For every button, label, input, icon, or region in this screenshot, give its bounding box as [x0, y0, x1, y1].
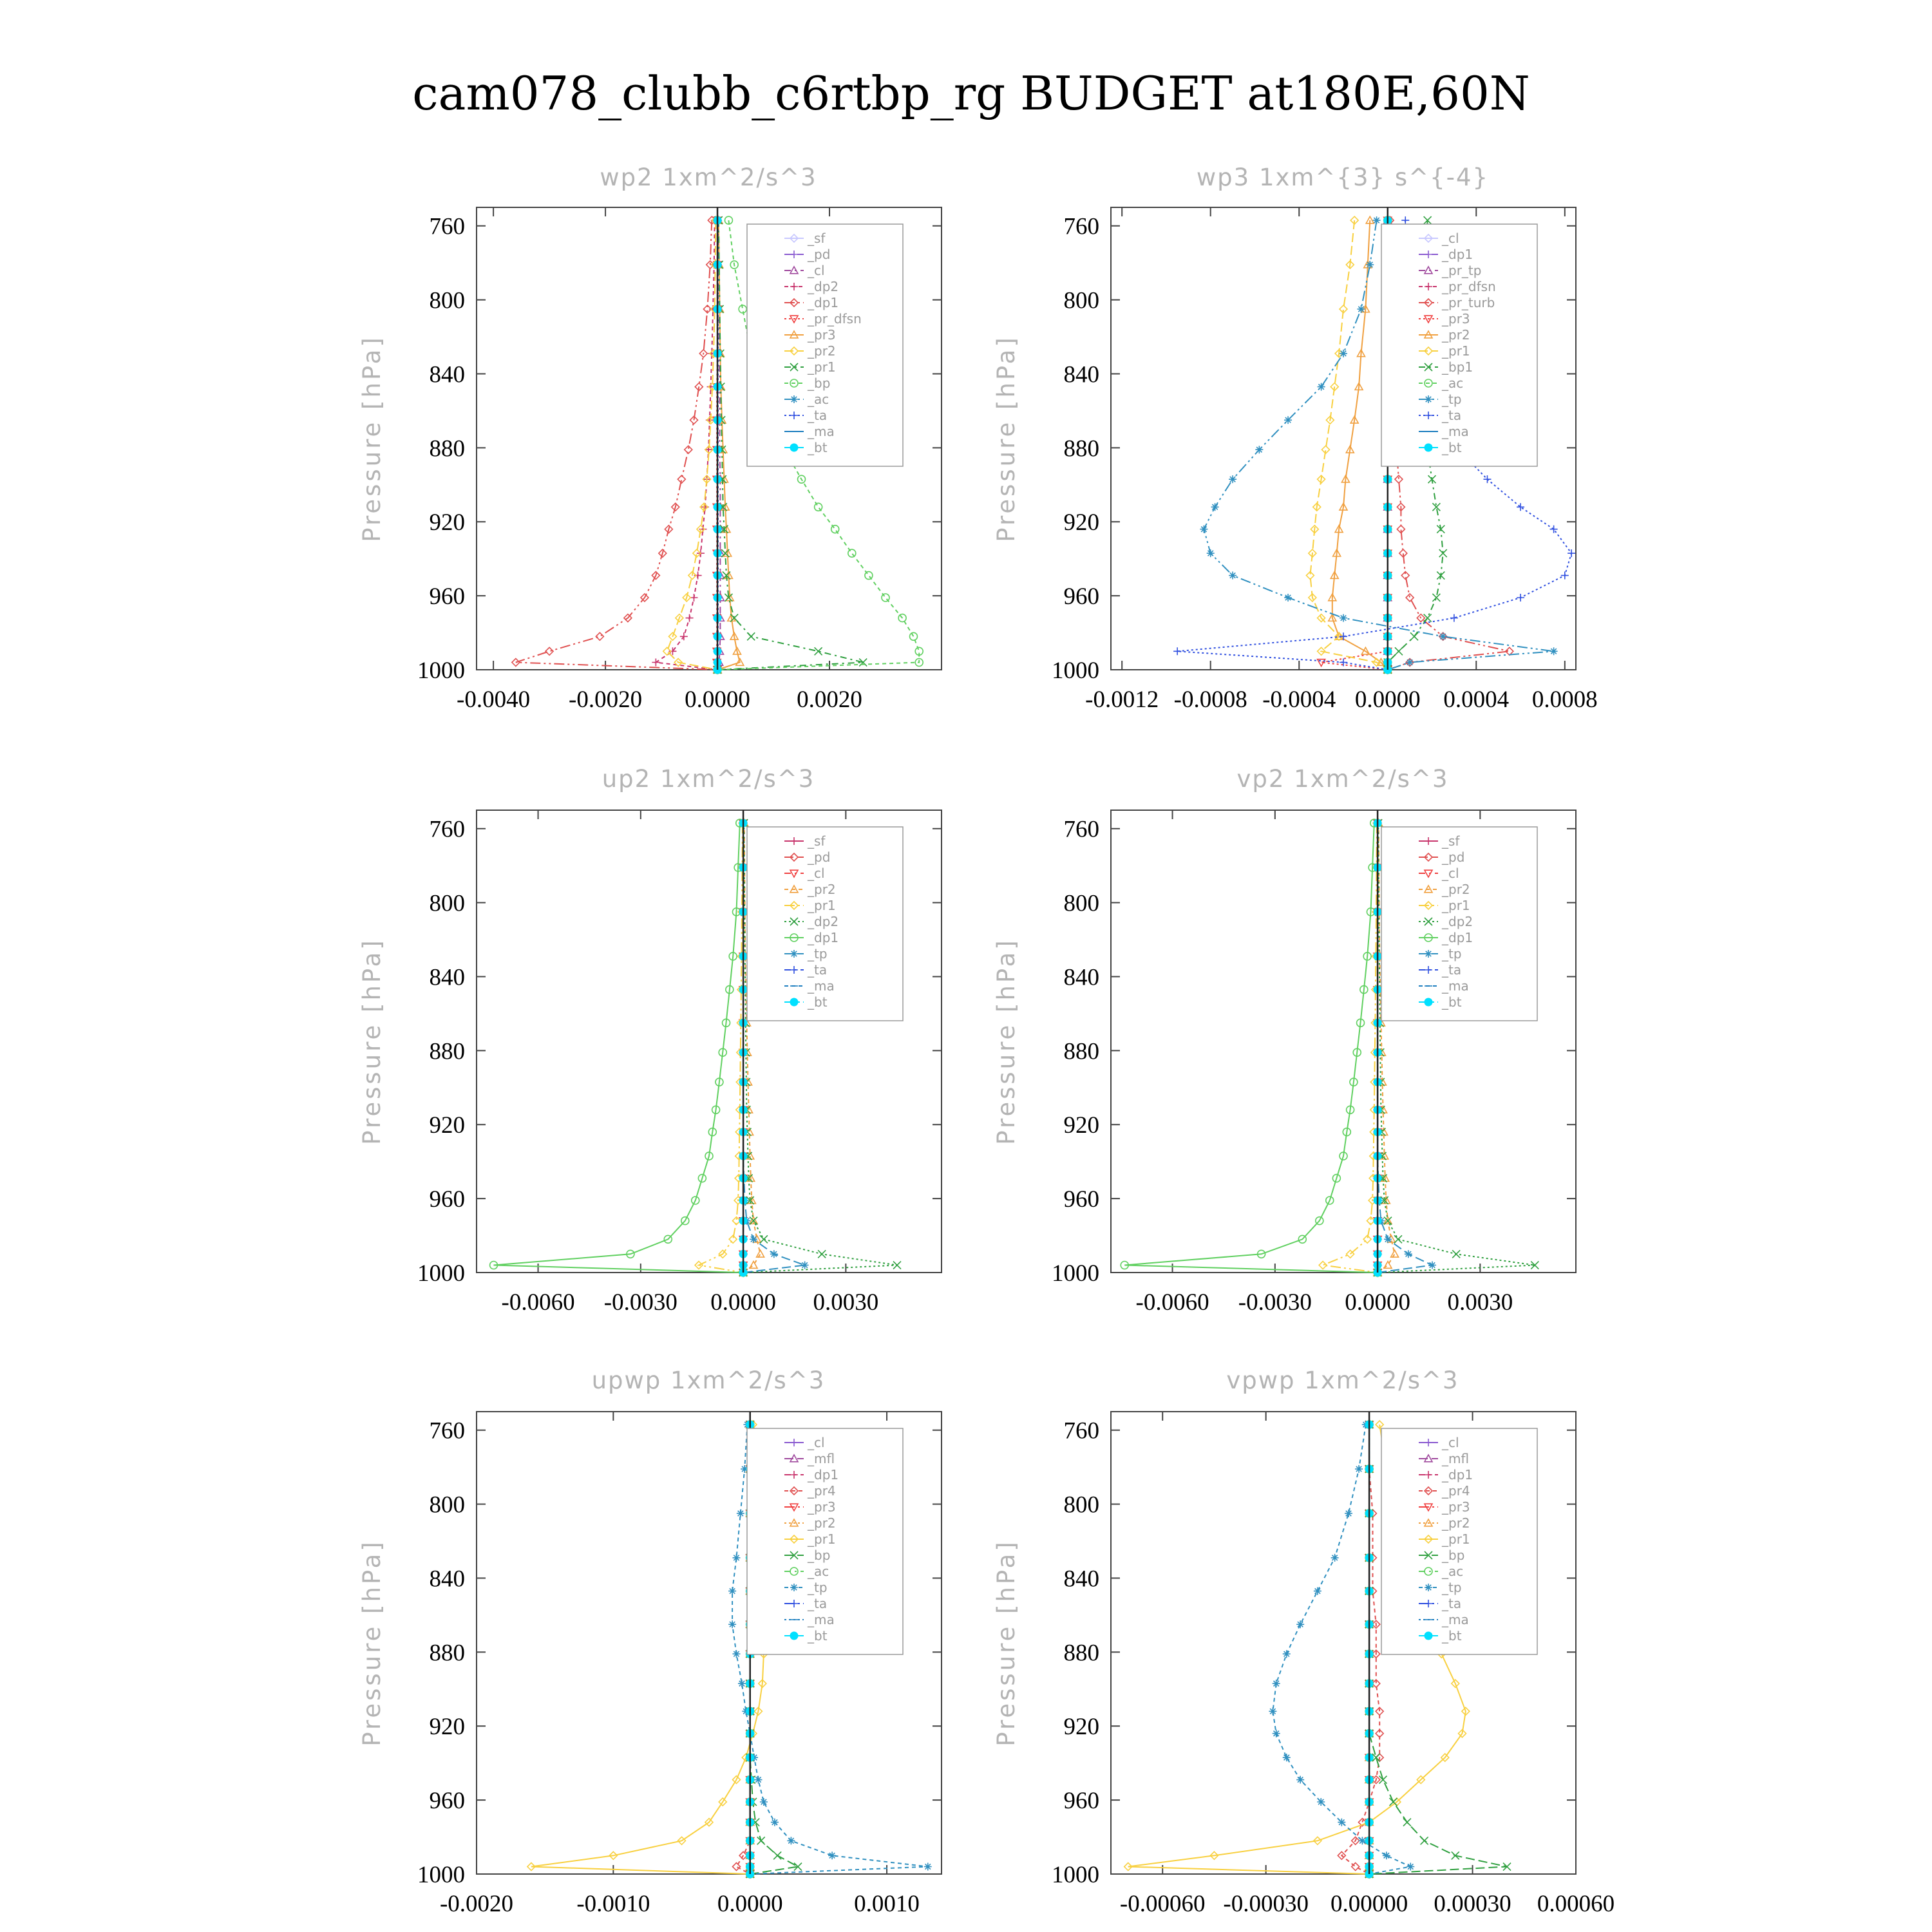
data-point — [1384, 1235, 1392, 1243]
x-tick-label: -0.0030 — [603, 1289, 677, 1316]
data-point — [728, 1587, 736, 1595]
legend-label: _tp — [808, 1580, 828, 1595]
legend-marker — [790, 998, 798, 1006]
x-tick-label: 0.0020 — [797, 687, 862, 713]
legend-label: _pr4 — [808, 1483, 836, 1499]
legend-label: _bt — [808, 994, 828, 1010]
panel-title: up2 1xm^2/s^3 — [601, 765, 815, 793]
x-tick-label: -0.0008 — [1173, 687, 1247, 713]
y-tick-label: 800 — [1063, 1492, 1099, 1519]
legend-label: _tp — [1442, 1580, 1462, 1595]
legend-label: _sf — [808, 833, 826, 849]
legend-marker — [1425, 1632, 1432, 1640]
y-tick-label: 920 — [429, 1112, 465, 1139]
legend-label: _bp — [808, 375, 831, 391]
legend — [747, 1428, 903, 1654]
data-point — [1317, 1798, 1325, 1806]
data-point — [1269, 1707, 1276, 1715]
legend-label: _tp — [1442, 392, 1462, 407]
data-point — [750, 1235, 757, 1243]
data-point — [1273, 1680, 1280, 1687]
legend-label: _ma — [808, 1612, 835, 1627]
y-tick-label: 1000 — [1052, 1260, 1099, 1287]
x-tick-label: -0.0040 — [457, 687, 531, 713]
y-tick-label: 1000 — [417, 1862, 465, 1888]
y-tick-label: 960 — [1063, 1788, 1099, 1815]
legend-label: _pr_tp — [1442, 263, 1482, 278]
legend-label: _dp1 — [1442, 930, 1473, 945]
legend-label: _bp — [808, 1548, 831, 1563]
x-tick-label: -0.0060 — [501, 1289, 575, 1316]
legend-label: _pr3 — [1442, 311, 1470, 327]
legend-label: _dp2 — [808, 279, 839, 294]
x-tick-label: 0.0000 — [1354, 687, 1421, 713]
legend-marker — [1425, 998, 1432, 1006]
data-point — [1383, 1852, 1390, 1859]
y-tick-label: 880 — [1063, 1640, 1099, 1667]
y-axis-label: Pressure [hPa] — [992, 938, 1020, 1145]
data-point — [770, 1250, 778, 1258]
legend-label: _cl — [1442, 1435, 1459, 1450]
legend-label: _mfl — [1442, 1451, 1470, 1466]
data-point — [828, 1852, 836, 1859]
data-point — [1318, 383, 1325, 391]
x-tick-label: -0.0060 — [1135, 1289, 1209, 1316]
legend-label: _pr2 — [1442, 327, 1470, 343]
x-tick-label: 0.0010 — [854, 1891, 920, 1917]
data-point — [1428, 1262, 1436, 1269]
legend-label: _sf — [808, 231, 826, 246]
y-tick-label: 760 — [429, 1417, 465, 1444]
legend-label: _bp1 — [1442, 359, 1473, 375]
legend-label: _pr_dfsn — [808, 311, 862, 327]
legend-label: _bt — [1442, 994, 1462, 1010]
legend-label: _pr4 — [1442, 1483, 1470, 1499]
data-point — [1255, 446, 1263, 453]
data-point — [1439, 632, 1447, 640]
y-axis-label: Pressure [hPa] — [992, 1539, 1020, 1747]
legend-label: _ma — [1442, 1612, 1469, 1627]
legend-label: _pr2 — [1442, 882, 1470, 897]
y-tick-label: 920 — [429, 509, 465, 536]
y-tick-label: 800 — [1063, 287, 1099, 314]
y-tick-label: 800 — [1063, 890, 1099, 917]
x-tick-label: -0.0012 — [1085, 687, 1159, 713]
y-tick-label: 760 — [429, 816, 465, 843]
legend-label: _pr1 — [1442, 343, 1470, 359]
y-axis-label: Pressure [hPa] — [358, 1539, 386, 1747]
x-tick-label: 0.0000 — [1345, 1289, 1410, 1316]
y-tick-label: 1000 — [1052, 658, 1099, 684]
legend-label: _pr_dfsn — [1442, 279, 1496, 294]
x-tick-label: -0.0010 — [576, 1891, 650, 1917]
legend-label: _pd — [1442, 849, 1465, 865]
legend-label: _dp1 — [808, 930, 839, 945]
x-tick-label: 0.00060 — [1537, 1891, 1615, 1917]
legend-label: _pr1 — [808, 1531, 836, 1547]
y-tick-label: 960 — [429, 1788, 465, 1815]
legend-marker — [790, 1632, 798, 1640]
data-point — [728, 1620, 736, 1628]
y-tick-label: 880 — [1063, 1038, 1099, 1065]
data-point — [760, 1798, 768, 1806]
legend-label: _cl — [808, 866, 825, 881]
data-point — [1406, 1863, 1414, 1871]
data-point — [924, 1863, 932, 1871]
legend-label: _sf — [1442, 833, 1460, 849]
data-point — [1340, 350, 1347, 357]
legend-label: _dp1 — [1442, 1467, 1473, 1482]
legend-label: _pr3 — [1442, 1499, 1470, 1515]
legend-label: _ma — [1442, 978, 1469, 994]
legend-label: _dp2 — [1442, 914, 1473, 929]
legend-label: _pr3 — [808, 327, 836, 343]
legend-label: _ta — [808, 1596, 828, 1611]
y-tick-label: 800 — [429, 1492, 465, 1519]
data-point — [732, 1650, 740, 1658]
y-tick-label: 840 — [1063, 964, 1099, 991]
data-point — [732, 1554, 740, 1562]
legend-label: _ta — [1442, 408, 1462, 423]
legend-label: _ma — [808, 978, 835, 994]
legend-label: _pr2 — [808, 343, 836, 359]
x-tick-label: 0.0030 — [813, 1289, 879, 1316]
figure-title: cam078_clubb_c6rtbp_rg BUDGET at180E,60N — [412, 66, 1530, 120]
legend-marker — [1425, 1584, 1432, 1591]
x-tick-label: -0.00030 — [1223, 1891, 1309, 1917]
y-tick-label: 920 — [1063, 1714, 1099, 1741]
data-point — [738, 1680, 746, 1687]
data-point — [1273, 1730, 1280, 1738]
data-point — [754, 1776, 762, 1784]
data-point — [1314, 1587, 1321, 1595]
x-tick-label: 0.0000 — [710, 1289, 776, 1316]
x-tick-label: -0.0004 — [1262, 687, 1336, 713]
legend-label: _cl — [1442, 866, 1459, 881]
y-axis-label: Pressure [hPa] — [992, 335, 1020, 542]
data-point — [1229, 572, 1236, 580]
legend-label: _pd — [808, 849, 831, 865]
legend-label: _bt — [808, 440, 828, 455]
legend-label: _bt — [1442, 440, 1462, 455]
data-point — [1283, 1650, 1291, 1658]
y-tick-label: 800 — [429, 287, 465, 314]
legend-label: _tp — [808, 946, 828, 961]
legend-label: _pr1 — [1442, 898, 1470, 913]
y-tick-label: 840 — [1063, 1566, 1099, 1593]
legend-marker — [1425, 395, 1432, 403]
y-tick-label: 840 — [429, 964, 465, 991]
y-tick-label: 760 — [1063, 213, 1099, 240]
legend-label: _cl — [808, 263, 825, 278]
y-tick-label: 1000 — [417, 658, 465, 684]
data-point — [1355, 1465, 1363, 1473]
legend-marker — [1425, 444, 1432, 451]
legend-label: _ta — [808, 408, 828, 423]
y-axis-label: Pressure [hPa] — [358, 335, 386, 542]
y-tick-label: 760 — [1063, 816, 1099, 843]
data-point — [787, 1837, 795, 1844]
legend-label: _pr2 — [1442, 1515, 1470, 1531]
y-tick-label: 920 — [1063, 1112, 1099, 1139]
data-point — [737, 1510, 744, 1517]
legend-label: _bp — [1442, 1548, 1465, 1563]
legend-label: _dp1 — [808, 1467, 839, 1482]
legend-label: _ac — [1442, 375, 1464, 391]
legend-marker — [790, 1584, 798, 1591]
x-tick-label: 0.0008 — [1531, 687, 1598, 713]
legend-label: _pr_turb — [1442, 295, 1495, 310]
y-tick-label: 920 — [429, 1714, 465, 1741]
legend-label: _mfl — [808, 1451, 835, 1466]
data-point — [801, 1262, 809, 1269]
legend-label: _ta — [1442, 962, 1462, 978]
panel-title: vpwp 1xm^2/s^3 — [1226, 1367, 1459, 1394]
data-point — [1296, 1620, 1304, 1628]
y-tick-label: 840 — [429, 361, 465, 388]
x-tick-label: -0.0020 — [439, 1891, 514, 1917]
x-tick-label: 0.0004 — [1443, 687, 1510, 713]
legend-marker — [1425, 950, 1432, 958]
y-tick-label: 960 — [1063, 1186, 1099, 1213]
legend-label: _ac — [808, 392, 829, 407]
legend-label: _pd — [808, 247, 831, 262]
legend-marker — [790, 444, 798, 451]
panel-title: upwp 1xm^2/s^3 — [591, 1367, 826, 1394]
y-tick-label: 1000 — [417, 1260, 465, 1287]
data-point — [1283, 1754, 1291, 1761]
legend-label: _tp — [1442, 946, 1462, 961]
legend-label: _bt — [808, 1628, 828, 1643]
panel-title: vp2 1xm^2/s^3 — [1236, 765, 1449, 793]
y-tick-label: 960 — [429, 583, 465, 611]
y-tick-label: 880 — [429, 435, 465, 462]
legend-label: _bt — [1442, 1628, 1462, 1643]
legend-label: _dp1 — [1442, 247, 1473, 262]
legend-label: _pr1 — [808, 898, 836, 913]
data-point — [771, 1819, 779, 1826]
legend-label: _pr3 — [808, 1499, 836, 1515]
panel-title: wp2 1xm^2/s^3 — [600, 164, 817, 191]
data-point — [1331, 1554, 1339, 1562]
legend-marker — [790, 395, 798, 403]
legend-label: _ta — [808, 962, 828, 978]
data-point — [1405, 1250, 1412, 1258]
x-tick-label: -0.00060 — [1119, 1891, 1206, 1917]
y-tick-label: 880 — [429, 1038, 465, 1065]
legend-label: _pr1 — [1442, 1531, 1470, 1547]
x-tick-label: 0.0030 — [1447, 1289, 1513, 1316]
data-point — [1340, 614, 1347, 622]
legend — [1381, 224, 1537, 466]
y-tick-label: 880 — [429, 1640, 465, 1667]
legend-label: _dp1 — [808, 295, 839, 310]
panel-title: wp3 1xm^{3} s^{-4} — [1196, 164, 1490, 191]
data-point — [1406, 659, 1414, 667]
data-point — [1284, 594, 1292, 601]
legend-marker — [790, 950, 798, 958]
y-tick-label: 840 — [429, 1566, 465, 1593]
y-tick-label: 760 — [1063, 1417, 1099, 1444]
data-point — [1296, 1776, 1304, 1784]
y-tick-label: 1000 — [1052, 1862, 1099, 1888]
y-tick-label: 800 — [429, 890, 465, 917]
legend-label: _ac — [808, 1564, 829, 1579]
y-tick-label: 920 — [1063, 509, 1099, 536]
legend-label: _dp2 — [808, 914, 839, 929]
legend-label: _ma — [1442, 424, 1469, 439]
legend-label: _pr2 — [808, 882, 836, 897]
x-tick-label: 0.00030 — [1434, 1891, 1511, 1917]
data-point — [1338, 1819, 1345, 1826]
data-point — [1345, 1510, 1352, 1517]
legend-label: _ta — [1442, 1596, 1462, 1611]
legend-label: _pr1 — [808, 359, 836, 375]
x-tick-label: 0.0000 — [685, 687, 750, 713]
legend — [1381, 827, 1537, 1021]
legend-label: _pr2 — [808, 1515, 836, 1531]
x-tick-label: -0.0020 — [569, 687, 643, 713]
legend-label: _ac — [1442, 1564, 1464, 1579]
legend-label: _cl — [808, 1435, 825, 1450]
x-tick-label: 0.00000 — [1330, 1891, 1408, 1917]
y-tick-label: 840 — [1063, 361, 1099, 388]
x-tick-label: 0.0000 — [717, 1891, 783, 1917]
legend — [1381, 1428, 1537, 1654]
x-tick-label: -0.0030 — [1238, 1289, 1312, 1316]
y-tick-label: 760 — [429, 213, 465, 240]
legend-label: _ma — [808, 424, 835, 439]
y-tick-label: 880 — [1063, 435, 1099, 462]
y-tick-label: 960 — [429, 1186, 465, 1213]
y-axis-label: Pressure [hPa] — [358, 938, 386, 1145]
legend-label: _cl — [1442, 231, 1459, 246]
legend — [747, 224, 903, 466]
y-tick-label: 960 — [1063, 583, 1099, 611]
legend — [747, 827, 903, 1021]
